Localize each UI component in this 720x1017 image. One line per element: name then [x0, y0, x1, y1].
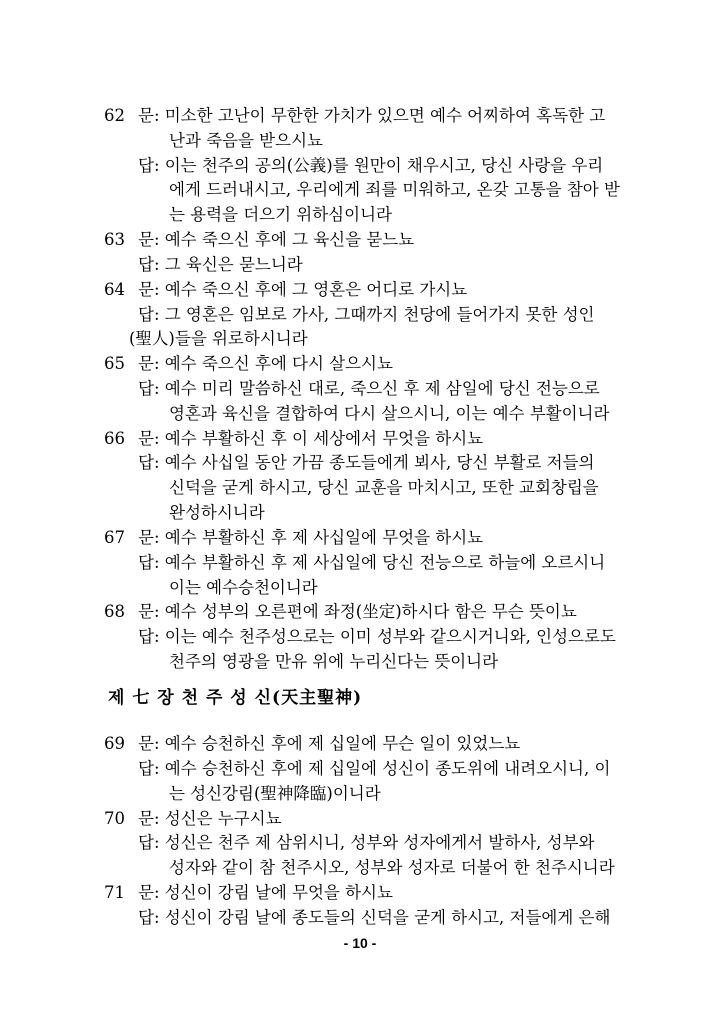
answer-68-line-2: 천주의 영광을 만유 위에 누리신다는 뜻이니라: [169, 652, 499, 671]
answer-70-line-1: 답: 성신은 천주 제 삼위시니, 성부와 성자에게서 발하사, 성부와: [138, 833, 595, 852]
answer-65-line-2: 영혼과 육신을 결합하여 다시 살으시니, 이는 예수 부활이니라: [169, 404, 610, 423]
question-62-cont: 난과 죽음을 받으시뇨: [169, 131, 323, 150]
answer-69-line-2: 는 성신강림(聖神降臨)이니라: [169, 784, 381, 803]
question-number: 66: [104, 429, 125, 448]
question-number: 70: [104, 809, 125, 828]
answer-67-line-2: 이는 예수승천이니라: [169, 578, 318, 597]
answer-65-line-1: 답: 예수 미리 말씀하신 대로, 죽으신 후 제 삼일에 당신 전능으로: [138, 379, 600, 398]
answer-66-line-3: 완성하시니라: [169, 503, 265, 522]
answer-62-line-2: 에게 드러내시고, 우리에게 죄를 미워하고, 온갖 고통을 참아 받: [169, 180, 620, 199]
question-number: 65: [104, 354, 125, 373]
answer-71-line-1: 답: 성신이 강림 날에 종도들의 신덕을 굳게 하시고, 저들에게 은해: [138, 908, 611, 927]
question-64: 64 문: 예수 죽으신 후에 그 영혼은 어디로 가시뇨: [104, 280, 468, 299]
question-number: 64: [104, 280, 125, 299]
question-number: 68: [104, 602, 125, 621]
question-number: 62: [104, 106, 125, 125]
question-66: 66 문: 예수 부활하신 후 이 세상에서 무엇을 하시뇨: [104, 429, 484, 448]
answer-66-line-2: 신덕을 굳게 하시고, 당신 교훈을 마치시고, 또한 교회창립을: [169, 478, 599, 497]
question-62: 62 문: 미소한 고난이 무한한 가치가 있으면 예수 어찌하여 혹독한 고: [104, 106, 606, 125]
answer-66-line-1: 답: 예수 사십일 동안 가끔 종도들에게 뵈사, 당신 부활로 저들의: [138, 453, 595, 472]
question-number: 69: [104, 734, 125, 753]
question-number: 67: [104, 528, 125, 547]
question-number: 63: [104, 230, 125, 249]
answer-63-line-1: 답: 그 육신은 묻느니라: [138, 255, 303, 274]
question-63: 63 문: 예수 죽으신 후에 그 육신을 묻느뇨: [104, 230, 415, 249]
page-number: - 10 -: [343, 935, 377, 951]
answer-69-line-1: 답: 예수 승천하신 후에 제 십일에 성신이 종도위에 내려오시니, 이: [138, 759, 611, 778]
answer-68-line-1: 답: 이는 예수 천주성으로는 이미 성부와 같으시거니와, 인성으로도: [138, 627, 616, 646]
question-68: 68 문: 예수 성부의 오른편에 좌정(坐定)하시다 함은 무슨 뜻이뇨: [104, 602, 577, 621]
answer-62-line-3: 는 용력을 더으기 위하심이니라: [169, 205, 392, 224]
question-67: 67 문: 예수 부활하신 후 제 사십일에 무엇을 하시뇨: [104, 528, 484, 547]
question-69: 69 문: 예수 승천하신 후에 제 십일에 무슨 일이 있었느뇨: [104, 734, 521, 753]
question-65: 65 문: 예수 죽으신 후에 다시 살으시뇨: [104, 354, 393, 373]
answer-67-line-1: 답: 예수 부활하신 후 제 사십일에 당신 전능으로 하늘에 오르시니: [138, 553, 606, 572]
question-71: 71 문: 성신이 강림 날에 무엇을 하시뇨: [104, 883, 393, 902]
question-number: 71: [104, 883, 125, 902]
answer-62-line-1: 답: 이는 천주의 공의(公義)를 원만이 채우시고, 당신 사랑을 우리: [138, 156, 604, 175]
answer-70-line-2: 성자와 같이 참 천주시오, 성부와 성자로 더불어 한 천주시니라: [169, 858, 615, 877]
answer-64-line-2: (聖人)들을 위로하시니라: [129, 329, 308, 348]
chapter-heading: 제 七 장 천 주 성 신(天主聖神): [108, 688, 363, 708]
answer-64-line-1: 답: 그 영혼은 임보로 가사, 그때까지 천당에 들어가지 못한 성인: [138, 305, 595, 324]
question-70: 70 문: 성신은 누구시뇨: [104, 809, 282, 828]
